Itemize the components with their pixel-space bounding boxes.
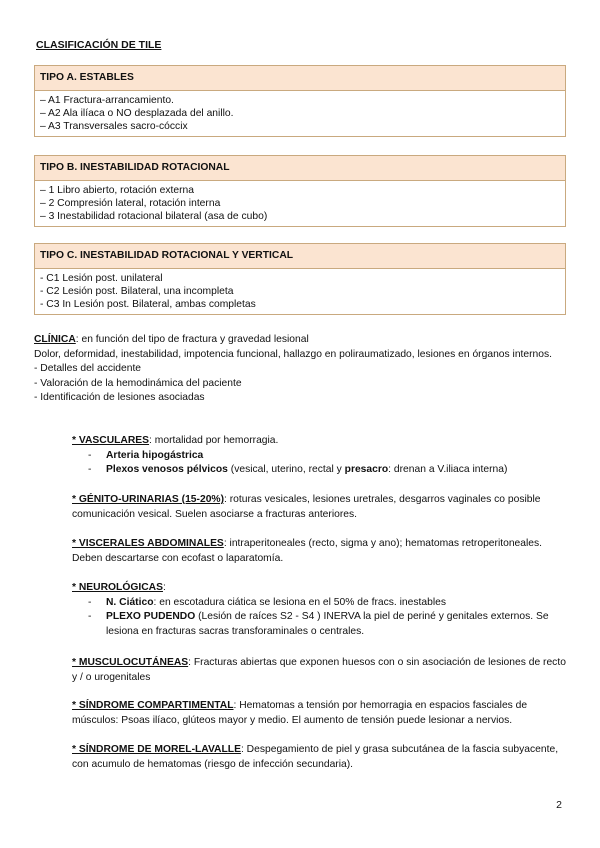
- clinica-section: [34, 333, 574, 406]
- page-number: 2: [556, 799, 562, 811]
- clinica-label: CLÍNICA: [34, 334, 76, 345]
- morel-section: [72, 743, 567, 772]
- tipo-c-item: - C1 Lesión post. unilateral: [40, 273, 163, 284]
- neuro-bullet-1-bold: N. Ciático: [106, 596, 154, 608]
- tipo-c-box: [34, 243, 566, 315]
- vasculares-bullet-2-text2: : drenan a V.iliaca interna): [388, 464, 508, 475]
- genito-section: [72, 493, 567, 522]
- vasculares-bullet-2-bold: Plexos venosos pélvicos: [106, 464, 228, 475]
- compart-label: * SÍNDROME COMPARTIMENTAL: [72, 700, 234, 711]
- vasculares-bullet-2-text: (vesical, uterino, rectal y: [227, 464, 345, 475]
- genito-text: : roturas vesicales, lesiones uretrales, desgarros vaginales co posible comunicación vesical. Suelen asociarse a fracturas anteriores.: [72, 494, 541, 520]
- vasculares-label: * VASCULARES: [72, 435, 150, 446]
- neuro-colon: :: [162, 582, 166, 593]
- vasculares-bullet-2-bold2: presacro: [344, 464, 389, 475]
- tipo-c-header: TIPO C. INESTABILIDAD ROTACIONAL Y VERTICAL: [35, 244, 565, 269]
- tipo-a-item: – A1 Fractura-arrancamiento.: [40, 95, 174, 106]
- viscerales-label: * VISCERALES ABDOMINALES: [72, 538, 224, 549]
- viscerales-section: [72, 537, 567, 566]
- tipo-b-box: [34, 155, 566, 227]
- viscerales-text: : intraperitoneales (recto, sigma y ano); hematomas retroperitoneales. Deben descartarse con ecofast o laparatomía.: [72, 538, 543, 564]
- morel-label: * SÍNDROME DE MOREL-LAVALLE: [72, 744, 241, 755]
- vasculares-bullet-1: Arteria hipogástrica: [106, 449, 204, 461]
- neurologicas-section: [72, 581, 567, 639]
- tipo-a-box: [34, 65, 566, 137]
- musculo-section: [72, 656, 567, 685]
- vasculares-section: [72, 434, 567, 478]
- neuro-bullet-2-bold: PLEXO PUDENDO: [106, 611, 196, 622]
- clinica-item: - Detalles del accidente: [34, 363, 142, 374]
- tipo-b-item: – 3 Inestabilidad rotacional bilateral (asa de cubo): [40, 211, 268, 222]
- tipo-b-item: – 1 Libro abierto, rotación externa: [40, 185, 194, 196]
- compart-text: : Hematomas a tensión por hemorragia en espacios fasciales de músculos: Psoas ilíaco, glúteos mayor y medio. El aumento de tensión puede lesionar a nervios.: [72, 700, 528, 726]
- page-title: CLASIFICACIÓN DE TILE: [36, 39, 162, 51]
- neuro-label: * NEUROLÓGICAS: [72, 582, 163, 593]
- tipo-c-item: - C3 In Lesión post. Bilateral, ambas completas: [40, 299, 256, 310]
- clinica-line: Dolor, deformidad, inestabilidad, impotencia funcional, hallazgo en poliraumatizado, lesiones en órganos internos.: [34, 348, 553, 360]
- clinica-intro: : en función del tipo de fractura y gravedad lesional: [75, 334, 309, 345]
- musculo-text: : Fracturas abiertas que exponen huesos con o sin asociación de lesiones de recto y / o urogenitales: [72, 657, 566, 683]
- tipo-b-item: – 2 Compresión lateral, rotación interna: [40, 198, 221, 209]
- tipo-a-header: TIPO A. ESTABLES: [35, 66, 565, 91]
- neuro-bullet-2-text: (Lesión de raíces S2 - S4 ) INERVA la piel de periné y genitales externos. Se lesiona en fracturas sacras transforaminales o centrales.: [106, 611, 549, 637]
- tipo-a-item: – A2 Ala ilíaca o NO desplazada del anillo.: [40, 108, 234, 119]
- tipo-c-item: - C2 Lesión post. Bilateral, una incompleta: [40, 286, 234, 297]
- vasculares-text: : mortalidad por hemorragia.: [149, 435, 279, 446]
- tipo-a-item: – A3 Transversales sacro-cóccix: [40, 121, 188, 132]
- neuro-bullet-1-text: : en escotadura ciática se lesiona en el 50% de fracs. inestables: [153, 596, 446, 608]
- compartimental-section: [72, 699, 567, 728]
- genito-label: * GÉNITO-URINARIAS (15-20%): [72, 494, 224, 505]
- clinica-item: - Identificación de lesiones asociadas: [34, 392, 205, 403]
- clinica-item: - Valoración de la hemodinámica del paciente: [34, 377, 242, 389]
- musculo-label: * MUSCULOCUTÁNEAS: [72, 657, 189, 668]
- morel-text: : Despegamiento de piel y grasa subcutánea de la fascia subyacente, con acumulo de hematomas (riesgo de infección secundaria).: [72, 744, 559, 770]
- tipo-b-header: TIPO B. INESTABILIDAD ROTACIONAL: [35, 156, 565, 181]
